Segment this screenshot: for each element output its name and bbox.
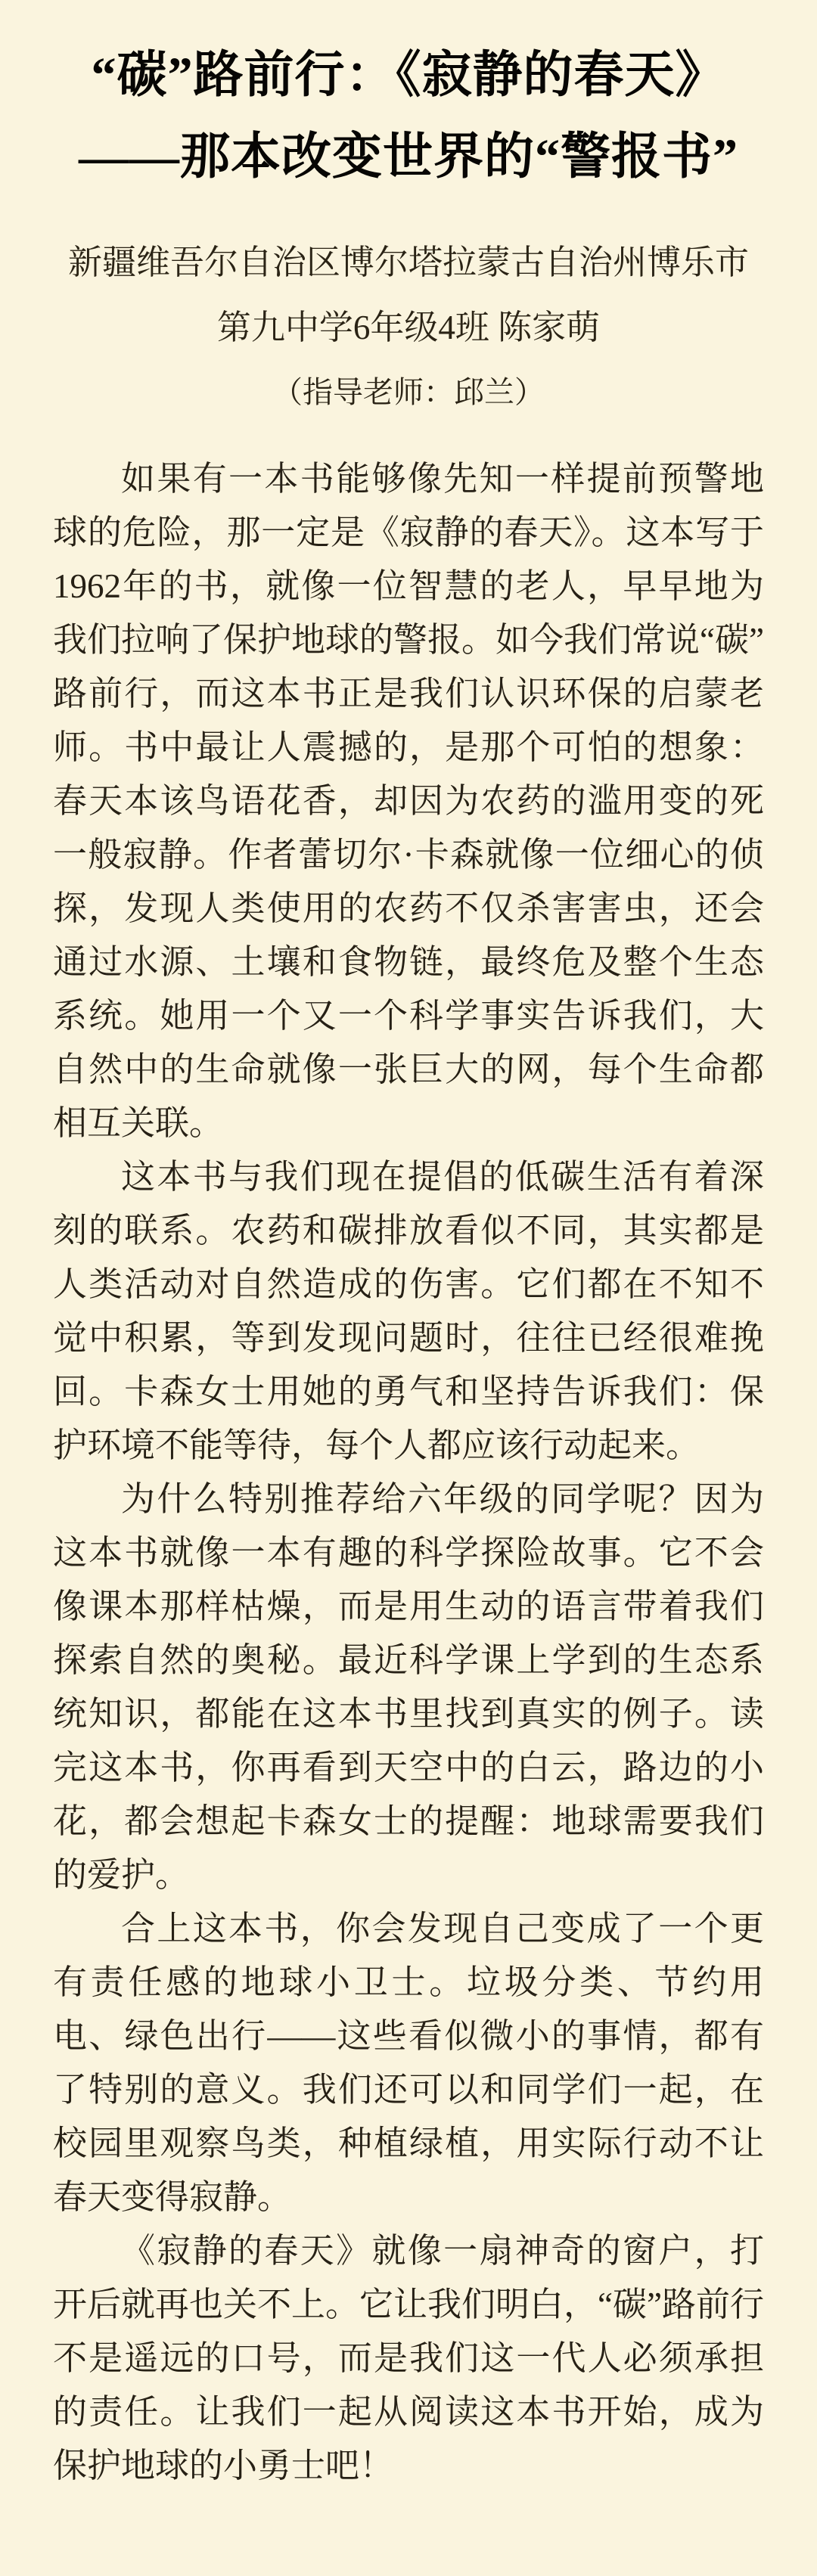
essay-paragraph-3: 为什么特别推荐给六年级的同学呢？因为这本书就像一本有趣的科学探险故事。它不会像课本那样枯燥，而是用生动的语言带着我们探索自然的奥秘。最近科学课上学到的生态系统知识，都能在这本书里找到真实的例子。读完这本书，你再看到天空中的白云，路边的小花，都会想起卡森女士的提醒：地球需要我们的爱护。 [53,1480,764,1894]
essay-paragraph-1: 如果有一本书能够像先知一样提前预警地球的危险，那一定是《寂静的春天》。这本写于1962年的书，就像一位智慧的老人，早早地为我们拉响了保护地球的警报。如今我们常说“碳”路前行，而这本书正是我们认识环保的启蒙老师。书中最让人震撼的，是那个可怕的想象：春天本该鸟语花香，却因为农药的滥用变的死一般寂静。作者蕾切尔·卡森就像一位细心的侦探，发现人类使用的农药不仅杀害害虫，还会通过水源、土壤和食物链，最终危及整个生态系统。她用一个又一个科学事实告诉我们，大自然中的生命就像一张巨大的网，每个生命都相互关联。 [53,460,764,1142]
byline-block [53,230,764,360]
essay-title [53,35,764,198]
essay-paragraph-2: 这本书与我们现在提倡的低碳生活有着深刻的联系。农药和碳排放看似不同，其实都是人类活动对自然造成的伤害。它们都在不知不觉中积累，等到发现问题时，往往已经很难挽回。卡森女士用她的勇气和坚持告诉我们：保护环境不能等待，每个人都应该行动起来。 [53,1158,764,1464]
essay-paragraph-5: 《寂静的春天》就像一扇神奇的窗户，打开后就再也关不上。它让我们明白，“碳”路前行不是遥远的口号，而是我们这一代人必须承担的责任。让我们一起从阅读这本书开始，成为保护地球的小勇士吧！ [53,2232,764,2484]
essay-paragraph-4: 合上这本书，你会发现自己变成了一个更有责任感的地球小卫士。垃圾分类、节约用电、绿色出行——这些看似微小的事情，都有了特别的意义。我们还可以和同学们一起，在校园里观察鸟类，种植绿植，用实际行动不让春天变得寂静。 [53,1910,764,2216]
essay-body [53,452,764,2493]
byline-teacher-line: （指导老师：邱兰） [272,375,545,409]
byline-school-line: 新疆维吾尔自治区博尔塔拉蒙古自治州博乐市 [67,244,749,281]
essay-title-line-1: “碳”路前行：《寂静的春天》 [91,48,726,103]
essay-title-line-2: ——那本改变世界的“警报书” [79,129,738,185]
byline-class-author-line: 第九中学6年级4班 陈家萌 [216,309,601,346]
